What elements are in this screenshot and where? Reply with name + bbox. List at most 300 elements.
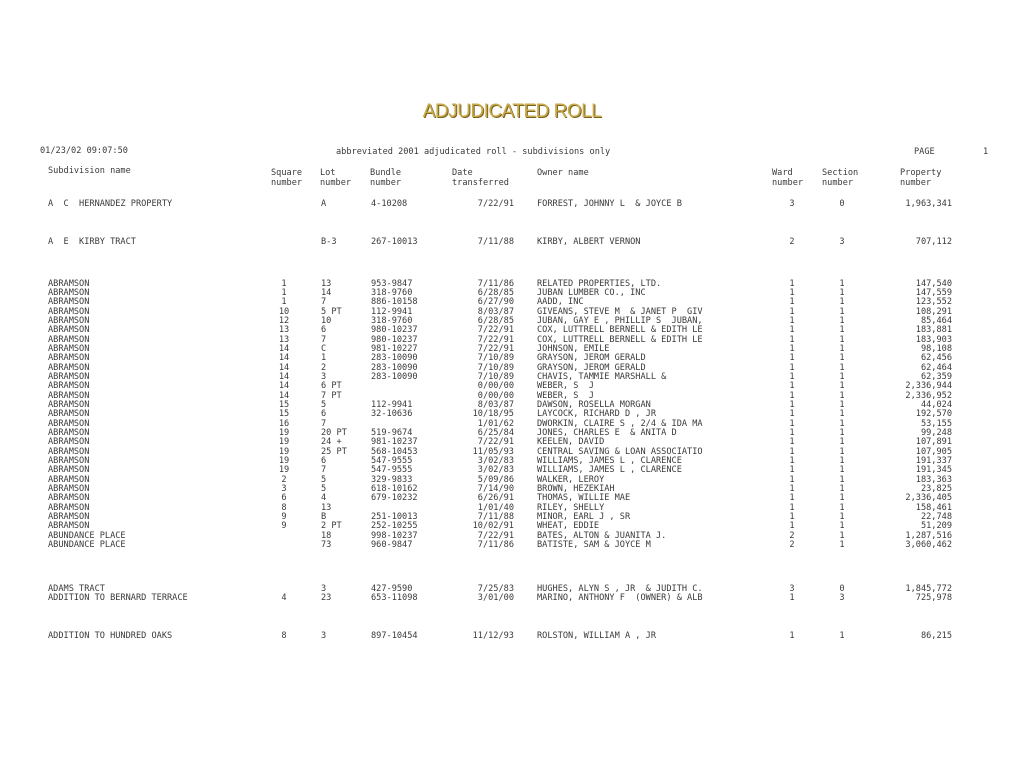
column-header-square: Square number: [271, 168, 303, 188]
cell-square: 1: [281, 297, 287, 307]
cell-property: 183,881: [915, 325, 952, 335]
cell-bundle: 981-10237: [371, 437, 418, 447]
cell-owner: DWORKIN, CLAIRE S , 2/4 & IDA MA: [537, 419, 703, 429]
cell-subdivision: ABRAMSON: [48, 316, 90, 326]
cell-owner: CHAVIS, TAMMIE MARSHALL &: [537, 372, 667, 382]
cell-bundle: 112-9941: [371, 400, 413, 410]
cell-date: 6/27/90: [477, 297, 514, 307]
cell-section: 0: [839, 199, 845, 209]
cell-owner: JOHNSON, EMILE: [537, 344, 610, 354]
cell-date: 6/28/85: [477, 316, 514, 326]
column-header-lot: Lot number: [320, 168, 352, 188]
report-timestamp: 01/23/02 09:07:50: [40, 146, 128, 156]
cell-bundle: 112-9941: [371, 307, 413, 317]
cell-date: 6/28/85: [477, 288, 514, 298]
cell-subdivision: A E KIRBY TRACT: [48, 237, 136, 247]
cell-square: 4: [281, 593, 287, 603]
cell-date: 10/02/91: [472, 521, 514, 531]
cell-bundle: 427-9590: [371, 584, 413, 594]
cell-subdivision: ABRAMSON: [48, 475, 90, 485]
cell-square: 13: [278, 325, 290, 335]
cell-property: 123,552: [915, 297, 952, 307]
cell-ward: 1: [789, 631, 795, 641]
cell-subdivision: ABRAMSON: [48, 465, 90, 475]
cell-subdivision: ABRAMSON: [48, 447, 90, 457]
cell-property: 99,248: [920, 428, 952, 438]
cell-subdivision: ADAMS TRACT: [48, 584, 105, 594]
cell-section: 1: [839, 437, 845, 447]
cell-ward: 1: [789, 456, 795, 466]
cell-date: 7/11/86: [477, 540, 514, 550]
cell-date: 5/09/86: [477, 475, 514, 485]
cell-ward: 1: [789, 316, 795, 326]
cell-ward: 1: [789, 307, 795, 317]
column-header-subdivision: Subdivision name: [48, 166, 131, 176]
cell-date: 7/22/91: [477, 325, 514, 335]
cell-subdivision: ABRAMSON: [48, 335, 90, 345]
cell-lot: 10: [321, 316, 332, 326]
cell-bundle: 897-10454: [371, 631, 418, 641]
cell-property: 1,287,516: [905, 531, 952, 541]
cell-lot: 24 +: [321, 437, 342, 447]
page-number: 1: [983, 147, 989, 157]
cell-property: 107,905: [915, 447, 952, 457]
cell-subdivision: ABRAMSON: [48, 297, 90, 307]
cell-lot: 6: [321, 325, 327, 335]
cell-date: 11/05/93: [472, 447, 514, 457]
cell-lot: 6: [321, 409, 327, 419]
cell-subdivision: ABRAMSON: [48, 493, 90, 503]
cell-date: 3/02/83: [477, 465, 514, 475]
cell-section: 1: [839, 307, 845, 317]
column-header-property: Property number: [900, 168, 942, 188]
cell-section: 1: [839, 419, 845, 429]
cell-property: 1,963,341: [905, 199, 952, 209]
cell-date: 3/01/00: [477, 593, 514, 603]
cell-owner: CENTRAL SAVING & LOAN ASSOCIATIO: [537, 447, 703, 457]
cell-lot: 20 PT: [321, 428, 347, 438]
cell-bundle: 679-10232: [371, 493, 418, 503]
cell-owner: KEELEN, DAVID: [537, 437, 605, 447]
cell-lot: 6: [321, 456, 327, 466]
cell-section: 1: [839, 353, 845, 363]
cell-owner: MINOR, EARL J , SR: [537, 512, 631, 522]
cell-owner: JUBAN, GAY E , PHILLIP S JUBAN,: [537, 316, 703, 326]
cell-owner: KIRBY, ALBERT VERNON: [537, 237, 641, 247]
cell-date: 7/22/91: [477, 344, 514, 354]
cell-lot: 7: [321, 419, 327, 429]
cell-bundle: 318-9760: [371, 288, 413, 298]
cell-lot: B-3: [321, 237, 337, 247]
cell-bundle: 283-10090: [371, 353, 418, 363]
cell-ward: 3: [789, 584, 795, 594]
cell-section: 1: [839, 391, 845, 401]
cell-owner: WHEAT, EDDIE: [537, 521, 600, 531]
cell-section: 1: [839, 447, 845, 457]
cell-bundle: 568-10453: [371, 447, 418, 457]
cell-lot: 3: [321, 631, 327, 641]
cell-ward: 1: [789, 297, 795, 307]
cell-ward: 1: [789, 484, 795, 494]
column-header-bundle: Bundle number: [370, 168, 402, 188]
cell-section: 1: [839, 297, 845, 307]
cell-square: 14: [278, 353, 290, 363]
cell-square: 8: [281, 631, 287, 641]
cell-lot: 5: [321, 484, 327, 494]
cell-ward: 1: [789, 279, 795, 289]
cell-property: 22,748: [920, 512, 952, 522]
cell-ward: 1: [789, 381, 795, 391]
cell-date: 8/03/87: [477, 307, 514, 317]
cell-subdivision: ABRAMSON: [48, 484, 90, 494]
cell-ward: 1: [789, 419, 795, 429]
cell-owner: BROWN, HEZEKIAH: [537, 484, 615, 494]
cell-bundle: 519-9674: [371, 428, 413, 438]
cell-date: 7/22/91: [477, 531, 514, 541]
cell-lot: 7 PT: [321, 391, 342, 401]
cell-bundle: 283-10090: [371, 363, 418, 373]
cell-date: 7/25/83: [477, 584, 514, 594]
cell-date: 10/18/95: [472, 409, 514, 419]
cell-square: 19: [278, 465, 290, 475]
cell-ward: 1: [789, 335, 795, 345]
cell-date: 7/10/89: [477, 353, 514, 363]
cell-ward: 1: [789, 400, 795, 410]
cell-property: 2,336,952: [905, 391, 952, 401]
cell-bundle: 32-10636: [371, 409, 413, 419]
cell-section: 1: [839, 335, 845, 345]
cell-lot: 13: [321, 503, 332, 513]
cell-subdivision: ADDITION TO HUNDRED OAKS: [48, 631, 173, 641]
cell-square: 3: [281, 484, 287, 494]
cell-section: 1: [839, 316, 845, 326]
cell-square: 2: [281, 475, 287, 485]
cell-owner: COX, LUTTRELL BERNELL & EDITH LE: [537, 335, 703, 345]
cell-subdivision: ABRAMSON: [48, 437, 90, 447]
cell-owner: FORREST, JOHNNY L & JOYCE B: [537, 199, 682, 209]
cell-date: 0/00/00: [477, 381, 514, 391]
cell-bundle: 252-10255: [371, 521, 418, 531]
cell-section: 1: [839, 512, 845, 522]
cell-date: 7/11/88: [477, 512, 514, 522]
cell-subdivision: ABRAMSON: [48, 363, 90, 373]
cell-subdivision: ABRAMSON: [48, 521, 90, 531]
cell-section: 1: [839, 493, 845, 503]
cell-lot: 5: [321, 475, 327, 485]
cell-owner: MARINO, ANTHONY F (OWNER) & ALB: [537, 593, 703, 603]
cell-ward: 1: [789, 353, 795, 363]
cell-section: 1: [839, 428, 845, 438]
cell-property: 1,845,772: [905, 584, 952, 594]
cell-owner: ROLSTON, WILLIAM A , JR: [537, 631, 656, 641]
cell-lot: A: [321, 199, 327, 209]
cell-date: 7/22/91: [477, 199, 514, 209]
cell-ward: 1: [789, 512, 795, 522]
cell-ward: 1: [789, 409, 795, 419]
cell-bundle: 981-10227: [371, 344, 418, 354]
cell-date: 7/22/91: [477, 437, 514, 447]
cell-property: 191,345: [915, 465, 952, 475]
cell-square: 14: [278, 391, 290, 401]
cell-subdivision: ABRAMSON: [48, 344, 90, 354]
cell-owner: COX, LUTTRELL BERNELL & EDITH LE: [537, 325, 703, 335]
cell-owner: RILEY, SHELLY: [537, 503, 605, 513]
cell-date: 3/02/83: [477, 456, 514, 466]
cell-section: 1: [839, 279, 845, 289]
cell-square: 19: [278, 428, 290, 438]
cell-property: 725,978: [915, 593, 952, 603]
report-subtitle: abbreviated 2001 adjudicated roll - subdivisions only: [336, 147, 611, 157]
cell-date: 7/10/89: [477, 372, 514, 382]
cell-property: 53,155: [920, 419, 952, 429]
cell-square: 1: [281, 279, 287, 289]
cell-square: 14: [278, 381, 290, 391]
cell-square: 9: [281, 521, 287, 531]
cell-ward: 1: [789, 363, 795, 373]
cell-date: 7/14/90: [477, 484, 514, 494]
cell-square: 13: [278, 335, 290, 345]
cell-date: 6/26/91: [477, 493, 514, 503]
cell-bundle: 547-9555: [371, 465, 413, 475]
cell-section: 1: [839, 631, 845, 641]
cell-section: 1: [839, 475, 845, 485]
cell-bundle: 886-10158: [371, 297, 418, 307]
cell-date: 0/00/00: [477, 391, 514, 401]
cell-subdivision: ABRAMSON: [48, 372, 90, 382]
cell-property: 191,337: [915, 456, 952, 466]
cell-square: 6: [281, 493, 287, 503]
cell-property: 707,112: [915, 237, 952, 247]
cell-owner: WILLIAMS, JAMES L , CLARENCE: [537, 465, 682, 475]
cell-lot: 3: [321, 372, 327, 382]
cell-section: 1: [839, 372, 845, 382]
cell-bundle: 267-10013: [371, 237, 418, 247]
cell-bundle: 618-10162: [371, 484, 418, 494]
cell-lot: 7: [321, 297, 327, 307]
cell-subdivision: ABRAMSON: [48, 503, 90, 513]
cell-property: 62,456: [920, 353, 952, 363]
cell-square: 14: [278, 344, 290, 354]
cell-property: 192,570: [915, 409, 952, 419]
cell-ward: 1: [789, 465, 795, 475]
cell-lot: C: [321, 344, 327, 354]
cell-square: 14: [278, 372, 290, 382]
column-header-owner: Owner name: [537, 168, 589, 178]
cell-subdivision: ABRAMSON: [48, 325, 90, 335]
cell-section: 3: [839, 237, 845, 247]
cell-section: 1: [839, 400, 845, 410]
cell-bundle: 998-10237: [371, 531, 418, 541]
cell-section: 1: [839, 381, 845, 391]
cell-subdivision: ABUNDANCE PLACE: [48, 531, 126, 541]
cell-date: 7/22/91: [477, 335, 514, 345]
cell-lot: 5: [321, 400, 327, 410]
cell-section: 1: [839, 325, 845, 335]
cell-owner: WALKER, LEROY: [537, 475, 605, 485]
cell-section: 1: [839, 363, 845, 373]
cell-ward: 2: [789, 531, 795, 541]
cell-owner: THOMAS, WILLIE MAE: [537, 493, 631, 503]
cell-lot: 3: [321, 584, 327, 594]
cell-bundle: 960-9847: [371, 540, 413, 550]
cell-owner: BATES, ALTON & JUANITA J.: [537, 531, 667, 541]
cell-bundle: 547-9555: [371, 456, 413, 466]
cell-property: 85,464: [920, 316, 952, 326]
cell-lot: 25 PT: [321, 447, 347, 457]
cell-owner: LAYCOCK, RICHARD D , JR: [537, 409, 656, 419]
cell-subdivision: ABRAMSON: [48, 456, 90, 466]
cell-lot: 23: [321, 593, 332, 603]
cell-square: 8: [281, 503, 287, 513]
cell-property: 86,215: [920, 631, 952, 641]
cell-property: 158,461: [915, 503, 952, 513]
cell-date: 8/03/87: [477, 400, 514, 410]
cell-lot: 14: [321, 288, 332, 298]
cell-subdivision: ABRAMSON: [48, 353, 90, 363]
cell-property: 107,891: [915, 437, 952, 447]
cell-property: 3,060,462: [905, 540, 952, 550]
cell-bundle: 283-10090: [371, 372, 418, 382]
cell-section: 1: [839, 503, 845, 513]
cell-square: 19: [278, 447, 290, 457]
cell-date: 6/25/84: [477, 428, 514, 438]
cell-square: 1: [281, 288, 287, 298]
cell-ward: 1: [789, 428, 795, 438]
cell-subdivision: ABRAMSON: [48, 307, 90, 317]
cell-section: 0: [839, 584, 845, 594]
cell-property: 62,464: [920, 363, 952, 373]
cell-square: 14: [278, 363, 290, 373]
cell-ward: 1: [789, 593, 795, 603]
cell-owner: JONES, CHARLES E & ANITA D: [537, 428, 677, 438]
cell-subdivision: A C HERNANDEZ PROPERTY: [48, 199, 173, 209]
cell-property: 23,825: [920, 484, 952, 494]
cell-ward: 1: [789, 447, 795, 457]
cell-subdivision: ABRAMSON: [48, 409, 90, 419]
cell-owner: GIVEANS, STEVE M & JANET P GIV: [537, 307, 703, 317]
cell-owner: WILLIAMS, JAMES L , CLARENCE: [537, 456, 682, 466]
cell-date: 1/01/40: [477, 503, 514, 513]
cell-ward: 3: [789, 199, 795, 209]
cell-subdivision: ABRAMSON: [48, 512, 90, 522]
cell-lot: 7: [321, 465, 327, 475]
cell-bundle: 953-9847: [371, 279, 413, 289]
cell-lot: 73: [321, 540, 332, 550]
cell-square: 15: [278, 409, 290, 419]
cell-lot: 5 PT: [321, 307, 342, 317]
cell-lot: 2 PT: [321, 521, 342, 531]
cell-ward: 1: [789, 503, 795, 513]
cell-ward: 1: [789, 288, 795, 298]
cell-date: 7/11/86: [477, 279, 514, 289]
cell-section: 1: [839, 409, 845, 419]
cell-bundle: 318-9760: [371, 316, 413, 326]
cell-ward: 1: [789, 521, 795, 531]
cell-owner: HUGHES, ALYN S , JR & JUDITH C.: [537, 584, 703, 594]
cell-date: 7/11/88: [477, 237, 514, 247]
cell-lot: 1: [321, 353, 327, 363]
cell-section: 1: [839, 531, 845, 541]
cell-date: 1/01/62: [477, 419, 514, 429]
cell-subdivision: ABUNDANCE PLACE: [48, 540, 126, 550]
cell-ward: 1: [789, 325, 795, 335]
cell-bundle: 251-10013: [371, 512, 418, 522]
cell-owner: WEBER, S J: [537, 391, 594, 401]
cell-bundle: 653-11098: [371, 593, 418, 603]
cell-property: 2,336,944: [905, 381, 952, 391]
cell-subdivision: ABRAMSON: [48, 279, 90, 289]
cell-property: 62,359: [920, 372, 952, 382]
cell-square: 9: [281, 512, 287, 522]
cell-square: 15: [278, 400, 290, 410]
cell-owner: GRAYSON, JEROM GERALD: [537, 353, 646, 363]
cell-section: 1: [839, 288, 845, 298]
cell-square: 19: [278, 437, 290, 447]
cell-property: 98,108: [920, 344, 952, 354]
cell-square: 10: [278, 307, 290, 317]
cell-ward: 2: [789, 237, 795, 247]
cell-ward: 1: [789, 344, 795, 354]
cell-bundle: 980-10237: [371, 325, 418, 335]
cell-owner: DAWSON, ROSELLA MORGAN: [537, 400, 651, 410]
cell-subdivision: ABRAMSON: [48, 288, 90, 298]
cell-date: 7/10/89: [477, 363, 514, 373]
column-header-section: Section number: [822, 168, 859, 188]
cell-date: 11/12/93: [472, 631, 514, 641]
cell-property: 147,559: [915, 288, 952, 298]
page-label: PAGE: [914, 147, 935, 157]
cell-owner: JUBAN LUMBER CO., INC: [537, 288, 646, 298]
cell-lot: 7: [321, 335, 327, 345]
cell-bundle: 980-10237: [371, 335, 418, 345]
cell-subdivision: ABRAMSON: [48, 391, 90, 401]
cell-subdivision: ABRAMSON: [48, 400, 90, 410]
cell-lot: 13: [321, 279, 332, 289]
cell-property: 183,363: [915, 475, 952, 485]
cell-owner: AADD, INC: [537, 297, 584, 307]
cell-section: 1: [839, 521, 845, 531]
cell-section: 1: [839, 484, 845, 494]
cell-ward: 1: [789, 437, 795, 447]
cell-section: 1: [839, 465, 845, 475]
cell-property: 147,540: [915, 279, 952, 289]
cell-lot: 2: [321, 363, 327, 373]
cell-subdivision: ABRAMSON: [48, 381, 90, 391]
cell-owner: RELATED PROPERTIES, LTD.: [537, 279, 662, 289]
cell-ward: 1: [789, 475, 795, 485]
cell-bundle: 329-9833: [371, 475, 413, 485]
slide-title: ADJUDICATED ROLL: [422, 101, 602, 122]
cell-ward: 1: [789, 391, 795, 401]
cell-property: 51,209: [920, 521, 952, 531]
column-header-date: Date transferred: [452, 168, 509, 188]
cell-square: 16: [278, 419, 290, 429]
cell-property: 183,903: [915, 335, 952, 345]
cell-property: 2,336,405: [905, 493, 952, 503]
cell-subdivision: ADDITION TO BERNARD TERRACE: [48, 593, 188, 603]
cell-property: 44,024: [920, 400, 952, 410]
cell-section: 1: [839, 540, 845, 550]
cell-property: 108,291: [915, 307, 952, 317]
cell-owner: BATISTE, SAM & JOYCE M: [537, 540, 651, 550]
cell-subdivision: ABRAMSON: [48, 419, 90, 429]
cell-lot: 6 PT: [321, 381, 342, 391]
cell-section: 1: [839, 456, 845, 466]
cell-section: 3: [839, 593, 845, 603]
cell-bundle: 4-10208: [371, 199, 408, 209]
cell-lot: B: [321, 512, 327, 522]
cell-owner: GRAYSON, JEROM GERALD: [537, 363, 646, 373]
